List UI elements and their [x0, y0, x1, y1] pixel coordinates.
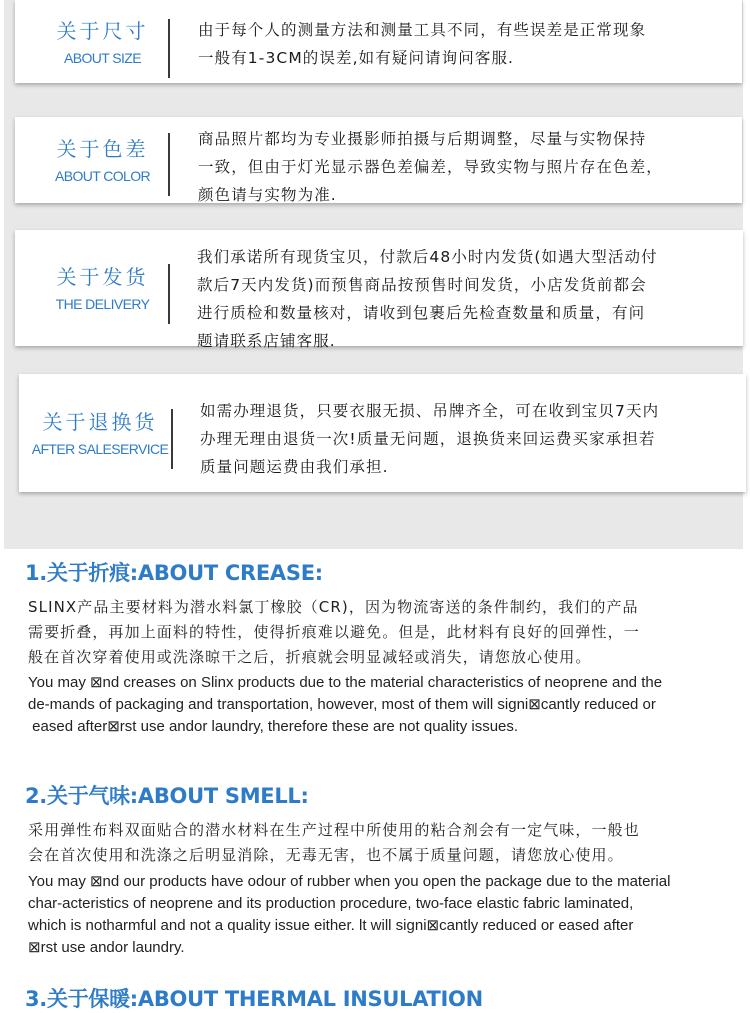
card-title-zh: 关于退换货 [42, 410, 158, 434]
section-zh-text [28, 818, 740, 868]
card-label [15, 0, 190, 83]
notice-card-after-sale [19, 374, 746, 492]
card-line: 一致，但由于灯光显示器色差偏差，导致实物与照片存在色差， [198, 158, 663, 176]
card-title-zh: 关于尺寸 [56, 18, 149, 43]
card-line: 商品照片都均为专业摄影师拍摄与后期调整，尽量与实物保持 [198, 130, 647, 148]
card-divider [171, 409, 173, 469]
card-body [197, 243, 739, 355]
notice-card-color [15, 117, 742, 203]
text-line: 般在首次穿着使用或洗涤晾干之后，折痕就会明显减轻或消失，请您放心使用。 [28, 648, 592, 666]
card-line: 质量问题运费由我们承担. [200, 458, 389, 476]
text-line: You may ⊠nd our products have odour of rubber when you open the package due to the material [28, 873, 671, 890]
card-line: 如需办理退货，只要衣服无损、吊牌齐全，可在收到宝贝7天内 [200, 402, 660, 420]
card-label [15, 117, 190, 203]
card-line: 办理无理由退货一次!质量无问题，退换货来回运费买家承担若 [200, 430, 656, 448]
card-title-en: AFTER SALESERVICE [31, 441, 169, 457]
text-line: ⊠rst use andor laundry. [28, 939, 185, 956]
card-divider [168, 264, 170, 324]
card-line: 一般有1-3CM的误差,如有疑问请询问客服. [198, 49, 515, 67]
section-title-smell: 2.关于气味:ABOUT SMELL: [25, 784, 309, 808]
card-divider [168, 133, 170, 196]
card-body [198, 16, 738, 72]
card-title-zh: 关于发货 [56, 265, 149, 289]
notice-card-size [15, 0, 742, 83]
text-line: SLINX产品主要材料为潜水料氯丁橡胶（CR)，因为物流寄送的条件制约，我们的产品 [28, 598, 639, 616]
text-line: 会在首次使用和洗涤之后明显消除，无毒无害，也不属于质量问题，请您放心使用。 [28, 846, 624, 864]
card-line: 由于每个人的测量方法和测量工具不同，有些误差是正常现象 [198, 21, 647, 39]
section-title-thermal: 3.关于保暖:ABOUT THERMAL INSULATION [25, 987, 483, 1011]
text-line: 需要折叠，再加上面料的特性，使得折痕难以避免。但是，此材料有良好的回弹性，一 [28, 623, 640, 641]
section-title-crease: 1.关于折痕:ABOUT CREASE: [25, 561, 323, 585]
card-title-en: ABOUT SIZE [64, 49, 141, 66]
card-line: 进行质检和数量核对，请收到包裹后先检查数量和质量，有问 [197, 304, 646, 322]
text-line: de-mands of packaging and transportation, however, most of them will signi⊠cantly reduced or [28, 696, 656, 713]
card-divider [168, 19, 170, 78]
text-line: which is notharmful and not a quality issue either. lt will signi⊠cantly reduced or eased after [28, 917, 634, 934]
section-zh-text [28, 595, 740, 670]
card-title-en: ABOUT COLOR [54, 168, 151, 184]
card-body [198, 125, 738, 209]
text-line: You may ⊠nd creases on Slinx products due to the material characteristics of neoprene and the [28, 674, 663, 691]
card-line: 颜色请与实物为准. [198, 186, 337, 204]
card-body [200, 397, 742, 481]
text-line: 采用弹性布料双面贴合的潜水材料在生产过程中所使用的粘合剂会有一定气味，一般也 [28, 821, 640, 839]
card-title-zh: 关于色差 [56, 137, 149, 161]
card-line: 款后7天内发货)而预售商品按预售时间发货，小店发货前都会 [197, 276, 647, 294]
text-line: char-acteristics of neoprene and its production procedure, two-face elastic fabric laminated, [28, 895, 634, 912]
text-line: eased after⊠rst use andor laundry, therefore these are not quality issues. [28, 718, 519, 735]
card-line: 我们承诺所有现货宝贝，付款后48小时内发货(如遇大型活动付 [197, 248, 658, 266]
card-label [19, 374, 181, 492]
section-en-text [28, 871, 740, 959]
card-label [15, 230, 190, 346]
notice-card-delivery [15, 230, 743, 350]
card-line: 题请联系店铺客服. [197, 332, 336, 350]
section-en-text [28, 672, 740, 738]
card-title-en: THE DELIVERY [55, 296, 150, 312]
